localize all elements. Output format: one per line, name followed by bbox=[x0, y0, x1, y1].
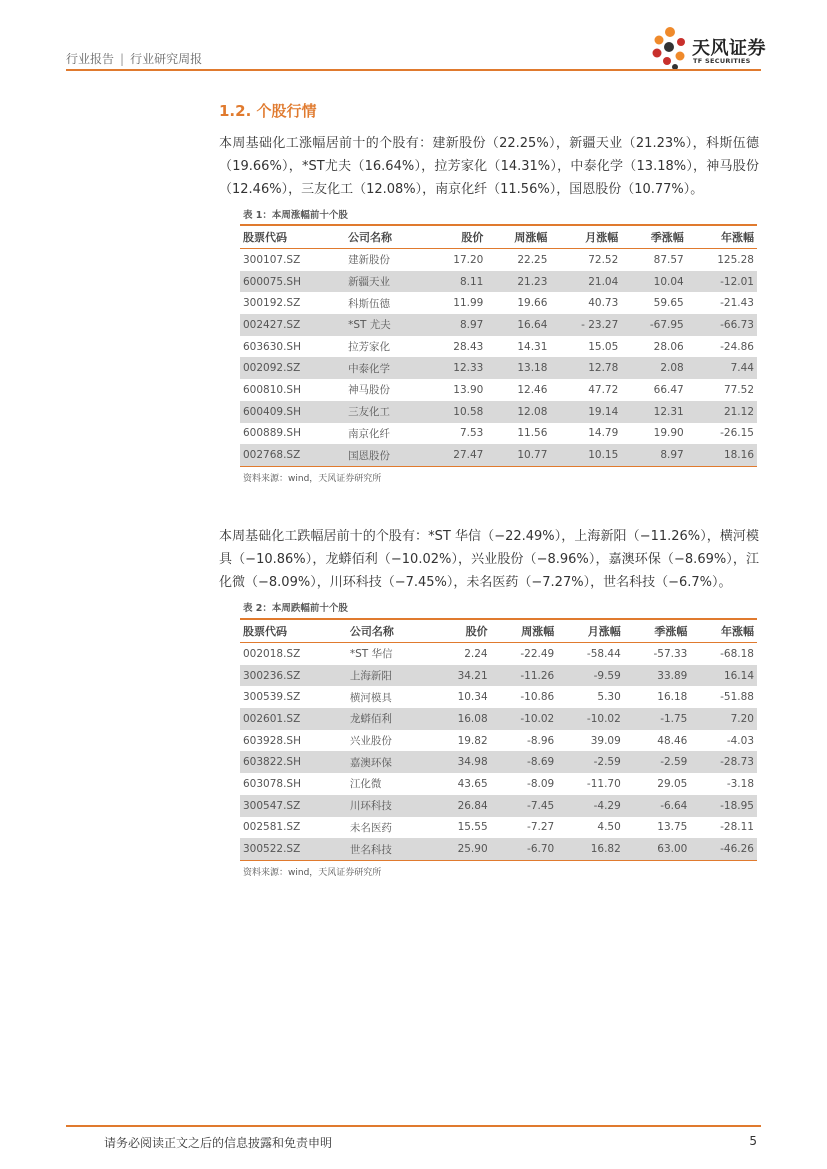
table-row bbox=[240, 336, 757, 358]
table-cell: 603630.SH bbox=[243, 340, 301, 353]
table-cell: 12.33 bbox=[427, 357, 486, 379]
table-row bbox=[240, 773, 757, 795]
table-cell: 建新股份 bbox=[348, 254, 391, 267]
table-cell: 600075.SH bbox=[240, 271, 345, 293]
table-cell: 27.47 bbox=[427, 444, 486, 466]
table-cell: 77.52 bbox=[723, 383, 754, 396]
table-row bbox=[240, 665, 757, 687]
table-cell: 12.31 bbox=[621, 401, 686, 423]
column-header: 周涨幅 bbox=[486, 225, 550, 249]
table-cell: 14.79 bbox=[588, 427, 619, 440]
table-cell: 上海新阳 bbox=[347, 665, 431, 687]
column-header: 年涨幅 bbox=[690, 619, 757, 643]
table-cell: -24.86 bbox=[720, 340, 754, 353]
table-cell: 300107.SZ bbox=[243, 253, 301, 266]
table-cell: 002092.SZ bbox=[240, 357, 345, 379]
table-cell: 12.08 bbox=[486, 401, 550, 423]
table-cell: -28.11 bbox=[720, 821, 754, 834]
table-row bbox=[240, 249, 757, 271]
table-cell: 300236.SZ bbox=[240, 665, 347, 687]
table2-source: 资料来源：wind，天风证券研究所 bbox=[243, 868, 382, 878]
table-cell: 19.82 bbox=[457, 734, 488, 747]
table-cell: 603078.SH bbox=[243, 777, 301, 790]
table-cell: 21.12 bbox=[687, 401, 757, 423]
column-header: 股价 bbox=[430, 619, 490, 643]
table-cell: 26.84 bbox=[430, 795, 490, 817]
table-cell: 神马股份 bbox=[348, 384, 391, 397]
table-cell: 16.82 bbox=[557, 838, 624, 860]
table-cell: 13.18 bbox=[486, 357, 550, 379]
table-cell: 28.43 bbox=[453, 340, 484, 353]
table-cell: 66.47 bbox=[653, 383, 684, 396]
top-gainers-table bbox=[240, 224, 757, 467]
table-cell: 47.72 bbox=[588, 383, 619, 396]
table-cell: 48.46 bbox=[657, 734, 688, 747]
table-cell: 世名科技 bbox=[347, 838, 431, 860]
table-cell: -58.44 bbox=[586, 647, 621, 660]
table-row bbox=[240, 444, 757, 466]
table-cell: 16.64 bbox=[486, 314, 550, 336]
table-cell: 11.56 bbox=[517, 427, 548, 440]
table-cell: -2.59 bbox=[557, 751, 624, 773]
header-category: 行业报告 bbox=[66, 52, 115, 66]
column-header: 公司名称 bbox=[345, 225, 427, 249]
table-header-row bbox=[240, 225, 757, 249]
table-cell: 72.52 bbox=[588, 253, 619, 266]
table-row bbox=[240, 838, 757, 860]
table-cell: 科斯伍德 bbox=[348, 297, 391, 310]
table-cell: *ST 尤夫 bbox=[345, 314, 427, 336]
table-cell: 龙蟒佰利 bbox=[347, 708, 431, 730]
table-cell: 横河模具 bbox=[349, 691, 392, 704]
header-divider bbox=[66, 69, 761, 71]
column-header: 公司名称 bbox=[347, 619, 431, 643]
table-cell: -8.09 bbox=[527, 777, 555, 790]
table-cell: 002427.SZ bbox=[240, 314, 345, 336]
header-subcategory: 行业研究周报 bbox=[130, 52, 203, 66]
table-header-row bbox=[240, 619, 757, 643]
report-header bbox=[66, 50, 202, 67]
column-header: 季涨幅 bbox=[624, 619, 691, 643]
table-cell: 15.55 bbox=[457, 821, 488, 834]
table-cell: 603822.SH bbox=[240, 751, 347, 773]
table-cell: -12.01 bbox=[687, 271, 757, 293]
table-cell: 300522.SZ bbox=[240, 838, 347, 860]
table-cell: 4.50 bbox=[597, 821, 621, 834]
table-cell: 10.34 bbox=[457, 691, 488, 704]
table-cell: 15.05 bbox=[588, 340, 619, 353]
table-cell: 未名医药 bbox=[349, 821, 392, 834]
table-cell: -66.73 bbox=[687, 314, 757, 336]
table-cell: -10.02 bbox=[491, 708, 558, 730]
table-cell: 25.90 bbox=[430, 838, 490, 860]
table-cell: 59.65 bbox=[653, 297, 684, 310]
table-cell: -51.88 bbox=[720, 691, 754, 704]
table-cell: 兴业股份 bbox=[349, 735, 392, 748]
table-cell: -7.27 bbox=[527, 821, 555, 834]
column-header: 股票代码 bbox=[240, 619, 347, 643]
table-cell: 10.58 bbox=[427, 401, 486, 423]
table-cell: -6.64 bbox=[624, 795, 691, 817]
table-cell: -46.26 bbox=[690, 838, 757, 860]
table-cell: 16.14 bbox=[690, 665, 757, 687]
table-cell: -8.69 bbox=[491, 751, 558, 773]
table-cell: -21.43 bbox=[720, 297, 754, 310]
table-cell: 600810.SH bbox=[243, 383, 301, 396]
table-cell: 嘉澳环保 bbox=[347, 751, 431, 773]
column-header: 季涨幅 bbox=[621, 225, 686, 249]
table-cell: 63.00 bbox=[624, 838, 691, 860]
logo-name: 天风证券 bbox=[692, 38, 766, 59]
table-cell: -11.70 bbox=[586, 777, 621, 790]
table-cell: 002601.SZ bbox=[240, 708, 347, 730]
table-cell: 21.04 bbox=[550, 271, 621, 293]
table-cell: 28.06 bbox=[653, 340, 684, 353]
table-cell: 18.16 bbox=[687, 444, 757, 466]
table-cell: 川环科技 bbox=[347, 795, 431, 817]
column-header: 年涨幅 bbox=[687, 225, 757, 249]
table-cell: -57.33 bbox=[653, 647, 688, 660]
table-cell: 10.04 bbox=[621, 271, 686, 293]
table-cell: -8.96 bbox=[527, 734, 555, 747]
table-cell: -26.15 bbox=[720, 427, 754, 440]
table-cell: 300192.SZ bbox=[243, 297, 301, 310]
table-cell: 603928.SH bbox=[243, 734, 301, 747]
table-cell: 300539.SZ bbox=[243, 691, 301, 704]
footer-divider bbox=[66, 1125, 761, 1127]
table-cell: 22.25 bbox=[517, 253, 548, 266]
table-row bbox=[240, 271, 757, 293]
table-cell: 21.23 bbox=[486, 271, 550, 293]
table-row bbox=[240, 401, 757, 423]
company-logo bbox=[648, 26, 768, 72]
table-cell: 5.30 bbox=[597, 691, 621, 704]
table-cell: -7.45 bbox=[491, 795, 558, 817]
table-cell: -9.59 bbox=[557, 665, 624, 687]
table-row bbox=[240, 643, 757, 665]
table-cell: -18.95 bbox=[690, 795, 757, 817]
table-cell: -4.03 bbox=[726, 734, 754, 747]
table-cell: 17.20 bbox=[453, 253, 484, 266]
table-cell: -10.86 bbox=[520, 691, 555, 704]
top-losers-paragraph: 本周基础化工跌幅居前十的个股有：*ST 华信（−22.49%），上海新阳（−11.26%），横河模具（−10.86%），龙蟒佰利（−10.02%），兴业股份（−8.96%），嘉澳环保（−8.69%），江化微（−8.09%），川环科技（−7.45%），未名医药（−7.27%），世名科技（−6.7%）。 bbox=[219, 529, 759, 590]
column-header: 股价 bbox=[427, 225, 486, 249]
table-cell: -2.59 bbox=[624, 751, 691, 773]
table-cell: 600409.SH bbox=[240, 401, 345, 423]
table-row bbox=[240, 314, 757, 336]
table-row bbox=[240, 423, 757, 445]
table-cell: 拉芳家化 bbox=[348, 341, 391, 354]
table1-source: 资料来源：wind，天风证券研究所 bbox=[243, 474, 382, 484]
table-cell: -68.18 bbox=[720, 647, 754, 660]
table-row bbox=[240, 292, 757, 314]
table-cell: -11.26 bbox=[491, 665, 558, 687]
table-row bbox=[240, 730, 757, 752]
table-row bbox=[240, 357, 757, 379]
column-header: 月涨幅 bbox=[550, 225, 621, 249]
table-cell: 40.73 bbox=[588, 297, 619, 310]
table-cell: -6.70 bbox=[491, 838, 558, 860]
table-cell: 600889.SH bbox=[243, 427, 301, 440]
column-header: 月涨幅 bbox=[557, 619, 624, 643]
section-title: 1.2. 个股行情 bbox=[219, 102, 317, 120]
table-cell: 300547.SZ bbox=[240, 795, 347, 817]
table-cell: 34.98 bbox=[430, 751, 490, 773]
table-cell: 87.57 bbox=[653, 253, 684, 266]
table-cell: 12.46 bbox=[517, 383, 548, 396]
table-cell: 10.15 bbox=[550, 444, 621, 466]
table-cell: 39.09 bbox=[590, 734, 621, 747]
table-cell: 新疆天业 bbox=[345, 271, 427, 293]
table-cell: 7.53 bbox=[459, 427, 484, 440]
table-cell: 8.97 bbox=[621, 444, 686, 466]
table-cell: 江化微 bbox=[349, 778, 382, 791]
table-cell: 29.05 bbox=[657, 777, 688, 790]
column-header: 周涨幅 bbox=[491, 619, 558, 643]
column-header: 股票代码 bbox=[240, 225, 345, 249]
table-cell: 125.28 bbox=[717, 253, 754, 266]
table-cell: 国恩股份 bbox=[345, 444, 427, 466]
table-cell: 002581.SZ bbox=[243, 821, 301, 834]
table-cell: 7.20 bbox=[690, 708, 757, 730]
table-cell: 33.89 bbox=[624, 665, 691, 687]
table-cell: 南京化纤 bbox=[348, 427, 391, 440]
table-cell: 7.44 bbox=[687, 357, 757, 379]
logo-mark-icon bbox=[648, 26, 692, 72]
table-cell: -28.73 bbox=[690, 751, 757, 773]
table-cell: 13.75 bbox=[657, 821, 688, 834]
table-cell: -3.18 bbox=[726, 777, 754, 790]
top-losers-table bbox=[240, 618, 757, 861]
table-cell: 002018.SZ bbox=[243, 647, 301, 660]
table-row bbox=[240, 817, 757, 839]
table-cell: 11.99 bbox=[453, 297, 484, 310]
table-cell: -4.29 bbox=[557, 795, 624, 817]
table-cell: 13.90 bbox=[453, 383, 484, 396]
table-cell: 12.78 bbox=[550, 357, 621, 379]
table-cell: 34.21 bbox=[430, 665, 490, 687]
table-cell: 19.90 bbox=[653, 427, 684, 440]
footer-disclaimer: 请务必阅读正文之后的信息披露和免责申明 bbox=[104, 1136, 333, 1150]
table-cell: 002768.SZ bbox=[240, 444, 345, 466]
table-cell: 8.97 bbox=[427, 314, 486, 336]
table-row bbox=[240, 751, 757, 773]
table-row bbox=[240, 708, 757, 730]
table-cell: 19.14 bbox=[550, 401, 621, 423]
table-cell: 2.08 bbox=[621, 357, 686, 379]
table-row bbox=[240, 379, 757, 401]
table-cell: -22.49 bbox=[520, 647, 555, 660]
table-cell: -1.75 bbox=[624, 708, 691, 730]
table-row bbox=[240, 795, 757, 817]
table-cell: - 23.27 bbox=[550, 314, 621, 336]
table-row bbox=[240, 686, 757, 708]
table-cell: 10.77 bbox=[486, 444, 550, 466]
logo-english-name: TF SECURITIES bbox=[693, 57, 751, 65]
table-cell: 16.08 bbox=[430, 708, 490, 730]
table1-caption: 表 1：本周涨幅前十个股 bbox=[243, 210, 348, 221]
table-cell: *ST 华信 bbox=[349, 648, 393, 661]
page-number: 5 bbox=[749, 1134, 757, 1148]
table-cell: 16.18 bbox=[657, 691, 688, 704]
table2-caption: 表 2：本周跌幅前十个股 bbox=[243, 603, 348, 614]
table-cell: 19.66 bbox=[517, 297, 548, 310]
table-cell: 中泰化学 bbox=[345, 357, 427, 379]
table-cell: -10.02 bbox=[557, 708, 624, 730]
top-gainers-paragraph: 本周基础化工涨幅居前十的个股有：建新股份（22.25%），新疆天业（21.23%），科斯伍德（19.66%），*ST尤夫（16.64%），拉芳家化（14.31%），中泰化学（13.18%），神马股份（12.46%），三友化工（12.08%），南京化纤（11.56%），国恩股份（10.77%）。 bbox=[219, 136, 759, 197]
table-cell: 三友化工 bbox=[345, 401, 427, 423]
table-cell: 14.31 bbox=[517, 340, 548, 353]
table-cell: -67.95 bbox=[621, 314, 686, 336]
table-cell: 43.65 bbox=[457, 777, 488, 790]
header-separator: | bbox=[120, 52, 125, 66]
table-cell: 2.24 bbox=[464, 647, 488, 660]
table-cell: 8.11 bbox=[427, 271, 486, 293]
